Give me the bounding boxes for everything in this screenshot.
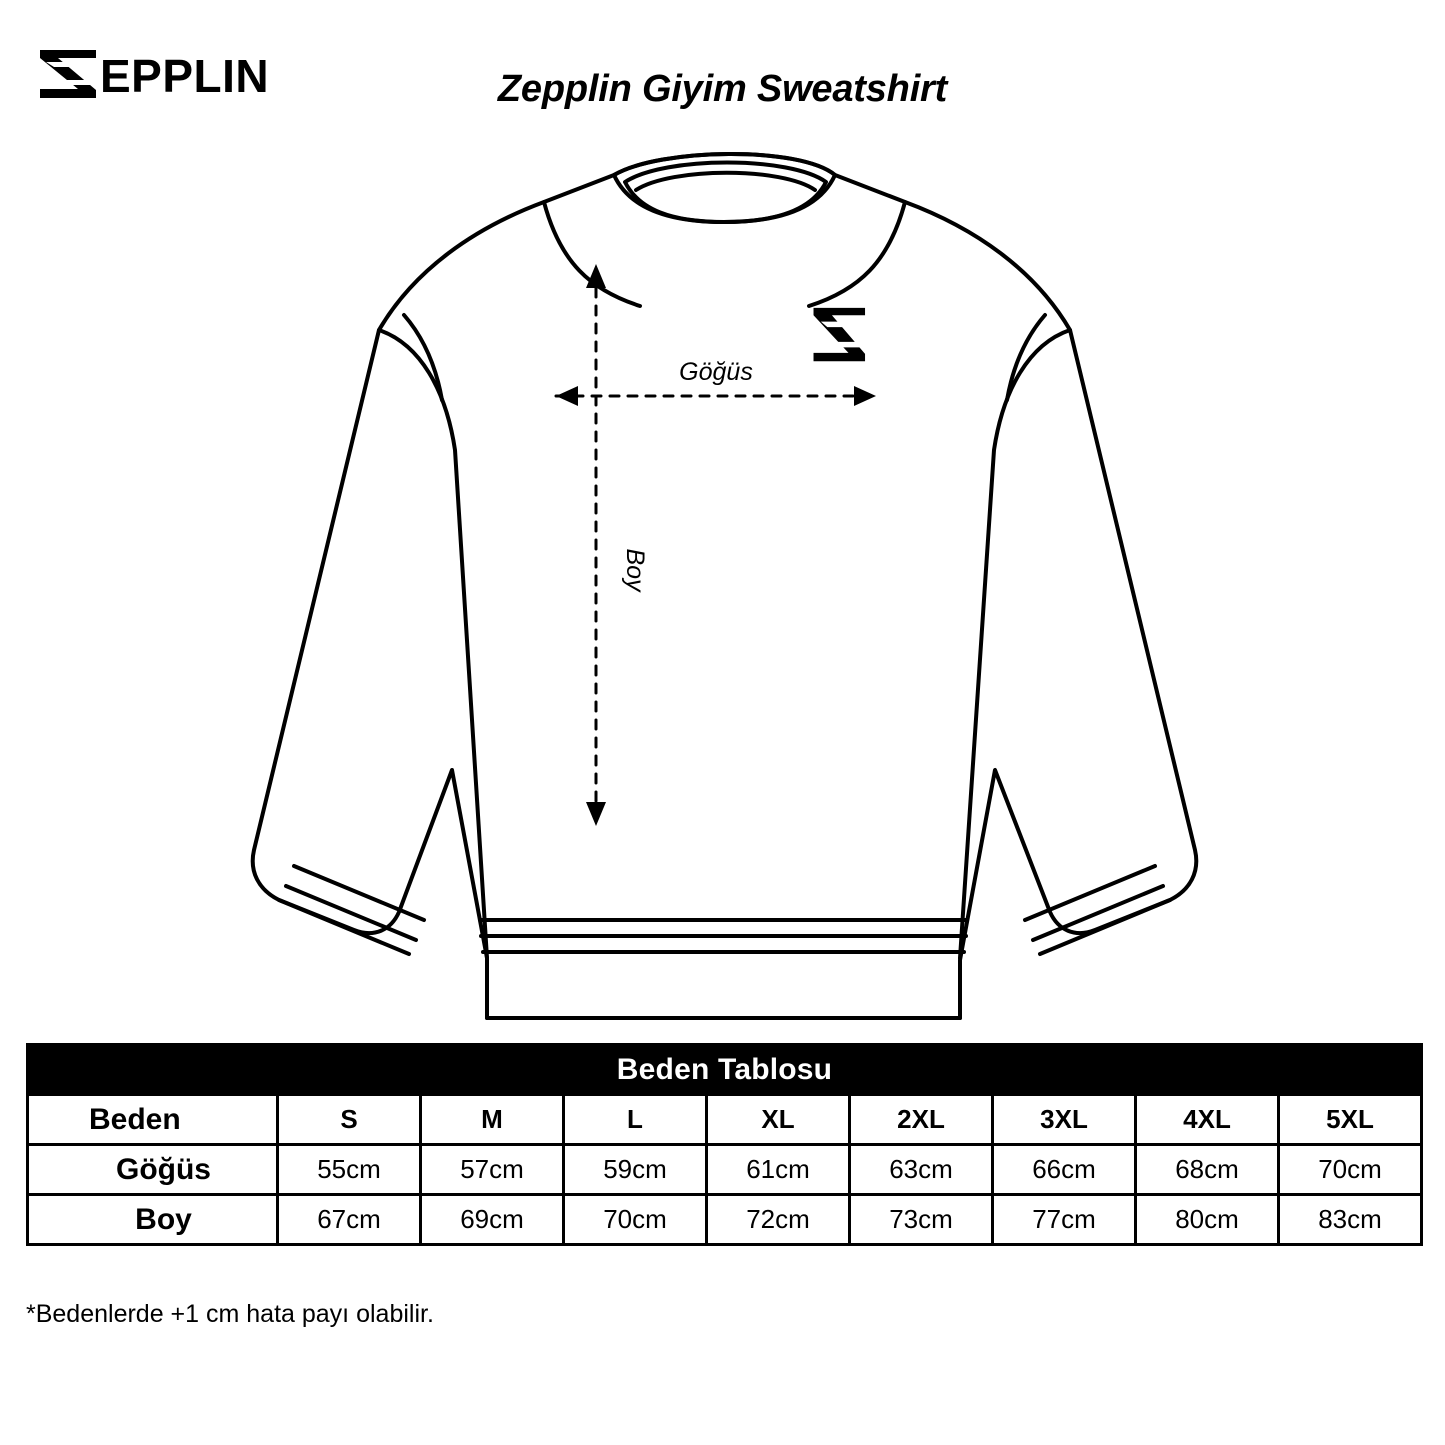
cell-boy-2xl: 73cm (850, 1195, 993, 1245)
size-table-container (26, 1043, 1419, 1246)
table-title: Beden Tablosu (28, 1045, 1422, 1095)
header-size-xl: XL (707, 1095, 850, 1145)
length-measure-label: Boy (621, 548, 649, 592)
cell-gogus-xl: 61cm (707, 1145, 850, 1195)
header-size-4xl: 4XL (1136, 1095, 1279, 1145)
cell-gogus-2xl: 63cm (850, 1145, 993, 1195)
cell-boy-l: 70cm (564, 1195, 707, 1245)
cell-boy-m: 69cm (421, 1195, 564, 1245)
cell-gogus-m: 57cm (421, 1145, 564, 1195)
page-title-bold: Sweatshirt (756, 68, 948, 110)
page-header (0, 0, 1445, 140)
header-size-3xl: 3XL (993, 1095, 1136, 1145)
table-title-row (28, 1045, 1422, 1095)
header-size-s: S (278, 1095, 421, 1145)
row-label-gogus: Göğüs (28, 1145, 278, 1195)
header-size-l: L (564, 1095, 707, 1145)
header-size-m: M (421, 1095, 564, 1145)
cell-boy-s: 67cm (278, 1195, 421, 1245)
cell-boy-3xl: 77cm (993, 1195, 1136, 1245)
cell-boy-5xl: 83cm (1279, 1195, 1422, 1245)
header-size-2xl: 2XL (850, 1095, 993, 1145)
header-size-5xl: 5XL (1279, 1095, 1422, 1145)
page-title-light: Zepplin Giyim (497, 68, 747, 110)
cell-gogus-3xl: 66cm (993, 1145, 1136, 1195)
cell-gogus-4xl: 68cm (1136, 1145, 1279, 1195)
cell-boy-4xl: 80cm (1136, 1195, 1279, 1245)
size-table (26, 1043, 1423, 1246)
sweatshirt-illustration (0, 130, 1445, 1040)
header-beden: Beden (28, 1095, 278, 1145)
footnote: *Bedenlerde +1 cm hata payı olabilir. (26, 1300, 434, 1328)
table-row (28, 1145, 1422, 1195)
cell-gogus-l: 59cm (564, 1145, 707, 1195)
svg-text:EPPLIN: EPPLIN (100, 50, 269, 102)
table-row (28, 1195, 1422, 1245)
cell-gogus-s: 55cm (278, 1145, 421, 1195)
table-header-row (28, 1095, 1422, 1145)
cell-boy-xl: 72cm (707, 1195, 850, 1245)
cell-gogus-5xl: 70cm (1279, 1145, 1422, 1195)
page-title (0, 68, 1445, 111)
chest-measure-label: Göğüs (679, 358, 753, 386)
row-label-boy: Boy (28, 1195, 278, 1245)
